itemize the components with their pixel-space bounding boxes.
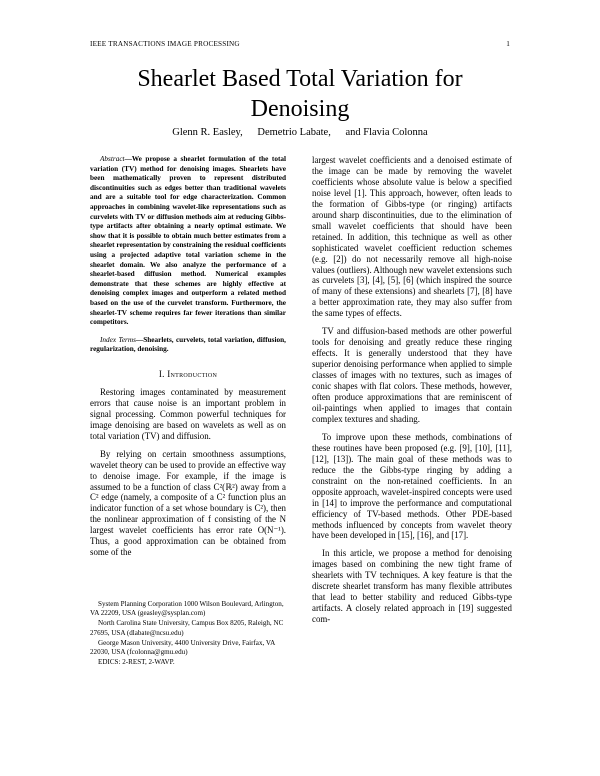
author-easley: Glenn R. Easley,: [172, 127, 243, 138]
abstract-label: Abstract: [100, 155, 125, 163]
intro-paragraph: By relying on certain smoothness assumptions, wavelet theory can be used to provide an effective way to denoise image. For example, if the image is assumed to be a function of class C²(ℝ²) away from a C² edge (namely, a composite of a C² function plus an indicator function of a set whose boundary is C²), then the nonlinear approximation of f consisting of the N largest wavelet coefficients has error rate O(N⁻¹). Thus, a good approximation can be obtained from some of the: [90, 448, 286, 558]
abstract-text: —We propose a shearlet formulation of the total variation (TV) method for denoising images. Shearlets have been mathematically proven to represent distributed discontinuities such as edges better than traditional wavelets and are a suitable tool for edge characterization. Common approaches in combining wavelet-like representations such as curvelets with TV or diffusion methods aim at reducing Gibbs-type artifacts after obtaining a nearly optimal estimate. We show that it is possible to obtain much better estimates from a shearlet representation by constraining the residual coefficients using a projected adaptive total variation scheme in the shearlet domain. We also analyze the performance of a shearlet-based diffusion method. Numerical examples demonstrate that these schemes are highly effective at denoising complex images and outperform a related method based on the use of the curvelet transform. Furthermore, the shearlet-TV scheme requires far fewer iterations than similar competitors.: [90, 155, 286, 327]
page-number: 1: [506, 40, 510, 48]
paper-title: Shearlet Based Total Variation for Denoising: [137, 66, 463, 122]
index-terms-text: —Shearlets, curvelets, total variation, diffusion, regularization, denoising.: [90, 335, 286, 354]
left-column: [90, 155, 286, 565]
right-column: [312, 155, 512, 632]
author-colonna: and Flavia Colonna: [345, 127, 428, 138]
body-paragraph: In this article, we propose a method for denoising images based on combining the new tight frame of shearlets with TV techniques. A key feature is that the discrete shearlet transform has many flexible attributes that lead to better stability and reduced Gibbs-type artifacts. A closely related approach in [19] suggested com-: [312, 548, 512, 625]
footnote: EDICS: 2-REST, 2-WAVP.: [98, 658, 175, 667]
running-head: [90, 40, 510, 48]
section-heading-introduction: I. Introduction: [158, 368, 218, 379]
body-paragraph: largest wavelet coefficients and a denoised estimate of the image can be made by removing the wavelet coefficients whose absolute value is below a specified noise level [1]. This approach, however, often leads to the formation of Gibbs-type (or ringing) artifacts around sharp discontinuities, due to the elimination of small wavelet coefficients that should have been retained. In addition, this technique as well as other sophisticated wavelet coefficient reduction schemes (e.g. [2]) do not necessarily remove all high-noise values (outliers). Although new wavelet extensions such as curvelets [3], [4], [5], [6] (which inspired the source of many of these extensions) and shearlets [7], [8] have a better approximation rate, they may also suffer from the same types of effects.: [312, 155, 512, 319]
author-labate: Demetrio Labate,: [257, 127, 331, 138]
abstract: [90, 155, 286, 328]
affiliation-footnotes: [90, 600, 286, 668]
body-paragraph: To improve upon these methods, combinations of these routines have been proposed (e.g. [9], [10], [11], [12], [13]). The main goal of these methods was to reduce the the Gibbs-type ringing by adding a constraint on the non-retained coefficients. In an opposite approach, wavelet-inspired concepts were used in [14] to improve the performance and computational efficiency of TV-based methods. Other PDE-based methods influenced by concepts from wavelet theory have been developed in [15], [16], and [17].: [312, 431, 512, 541]
intro-paragraph: Restoring images contaminated by measurement errors that cause noise is an important problem in signal processing. Common powerful techniques for image denoising are based on wavelets as well as on total variation (TV) and diffusion.: [90, 386, 286, 441]
footnote: System Planning Corporation 1000 Wilson Boulevard, Arlington, VA 22209, USA (geasley@sysplan.com): [90, 600, 284, 618]
index-terms-label: Index Terms: [100, 335, 136, 344]
footnote: North Carolina State University, Campus Box 8205, Raleigh, NC 27695, USA (dlabate@ncsu.edu): [90, 619, 284, 637]
index-terms: [90, 336, 286, 355]
footnote: George Mason University, 4400 University Drive, Fairfax, VA 22030, USA (fcolonna@gmu.edu): [90, 638, 275, 657]
author-list: [90, 127, 510, 138]
body-paragraph: TV and diffusion-based methods are other powerful tools for denoising and greatly reduce these ringing effects. It is generally understood that they have superior denoising performance when applied to simple classes of images with no textures, such as images of conic shapes with flat colors. These methods, however, often produce approximations that are reminiscent of oil-paintings when applied to images that contain complex textures and shading.: [312, 326, 512, 424]
journal-name: IEEE TRANSACTIONS IMAGE PROCESSING: [90, 40, 240, 48]
